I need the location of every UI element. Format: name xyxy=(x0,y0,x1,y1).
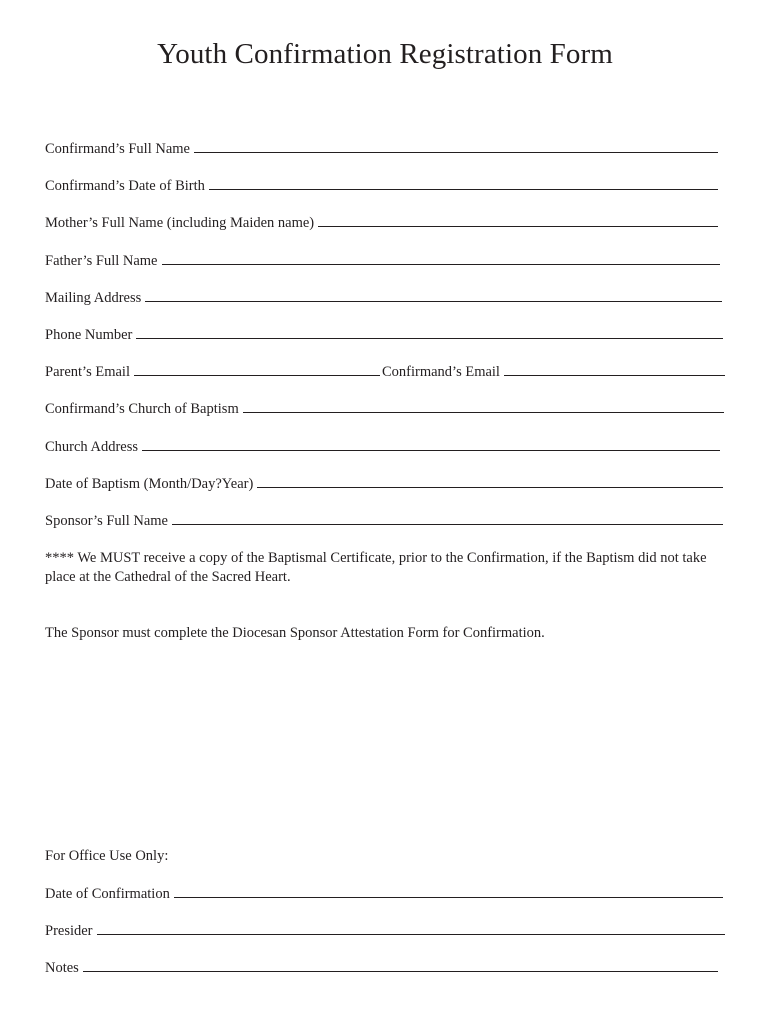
date-of-confirmation-row xyxy=(45,885,723,903)
date-of-confirmation-label: Date of Confirmation xyxy=(45,886,170,902)
confirmand-full-name-row xyxy=(45,140,718,158)
date-of-confirmation-field[interactable] xyxy=(174,885,723,898)
father-name-row xyxy=(45,252,720,270)
church-of-baptism-label: Confirmand’s Church of Baptism xyxy=(45,401,239,417)
phone-number-field[interactable] xyxy=(136,326,723,339)
notes-field[interactable] xyxy=(83,959,718,972)
parent-email-label: Parent’s Email xyxy=(45,364,130,380)
church-of-baptism-row xyxy=(45,400,724,418)
church-of-baptism-field[interactable] xyxy=(243,400,724,413)
confirmand-email-label: Confirmand’s Email xyxy=(381,364,500,380)
sponsor-name-label: Sponsor’s Full Name xyxy=(45,513,168,529)
sponsor-attestation-note: The Sponsor must complete the Diocesan Sponsor Attestation Form for Confirmation. xyxy=(45,625,545,641)
notes-row xyxy=(45,959,718,977)
confirmand-dob-label: Confirmand’s Date of Birth xyxy=(45,178,205,194)
presider-row xyxy=(45,922,725,940)
email-row xyxy=(45,363,725,381)
confirmand-full-name-field[interactable] xyxy=(194,140,718,153)
date-of-baptism-field[interactable] xyxy=(257,475,723,488)
presider-field[interactable] xyxy=(97,922,725,935)
presider-label: Presider xyxy=(45,923,93,939)
mailing-address-label: Mailing Address xyxy=(45,290,142,306)
sponsor-name-field[interactable] xyxy=(172,512,723,525)
church-address-label: Church Address xyxy=(45,439,139,455)
mother-name-row xyxy=(45,214,718,232)
mailing-address-field[interactable] xyxy=(145,289,722,302)
page-title: Youth Confirmation Registration Form xyxy=(157,38,613,70)
confirmand-full-name-label: Confirmand’s Full Name xyxy=(45,141,190,157)
parent-email-field[interactable] xyxy=(134,363,380,376)
church-address-field[interactable] xyxy=(142,438,720,451)
phone-number-label: Phone Number xyxy=(45,327,133,343)
notes-label: Notes xyxy=(45,960,79,976)
date-of-baptism-label: Date of Baptism (Month/Day?Year) xyxy=(45,476,254,492)
father-name-field[interactable] xyxy=(162,252,721,265)
confirmand-email-field[interactable] xyxy=(504,363,725,376)
sponsor-name-row xyxy=(45,512,723,530)
confirmand-dob-field[interactable] xyxy=(209,177,718,190)
confirmand-dob-row xyxy=(45,177,718,195)
mother-name-label: Mother’s Full Name (including Maiden name) xyxy=(45,215,315,231)
church-address-row xyxy=(45,438,720,456)
phone-number-row xyxy=(45,326,723,344)
mailing-address-row xyxy=(45,289,722,307)
date-of-baptism-row xyxy=(45,475,723,493)
office-use-heading: For Office Use Only: xyxy=(45,848,169,864)
mother-name-field[interactable] xyxy=(318,214,718,227)
baptismal-certificate-notice: **** We MUST receive a copy of the Baptismal Certificate, prior to the Confirmation, if the Baptism did not take place at the Cathedral of the Sacred Heart. xyxy=(45,550,707,585)
father-name-label: Father’s Full Name xyxy=(45,253,158,269)
